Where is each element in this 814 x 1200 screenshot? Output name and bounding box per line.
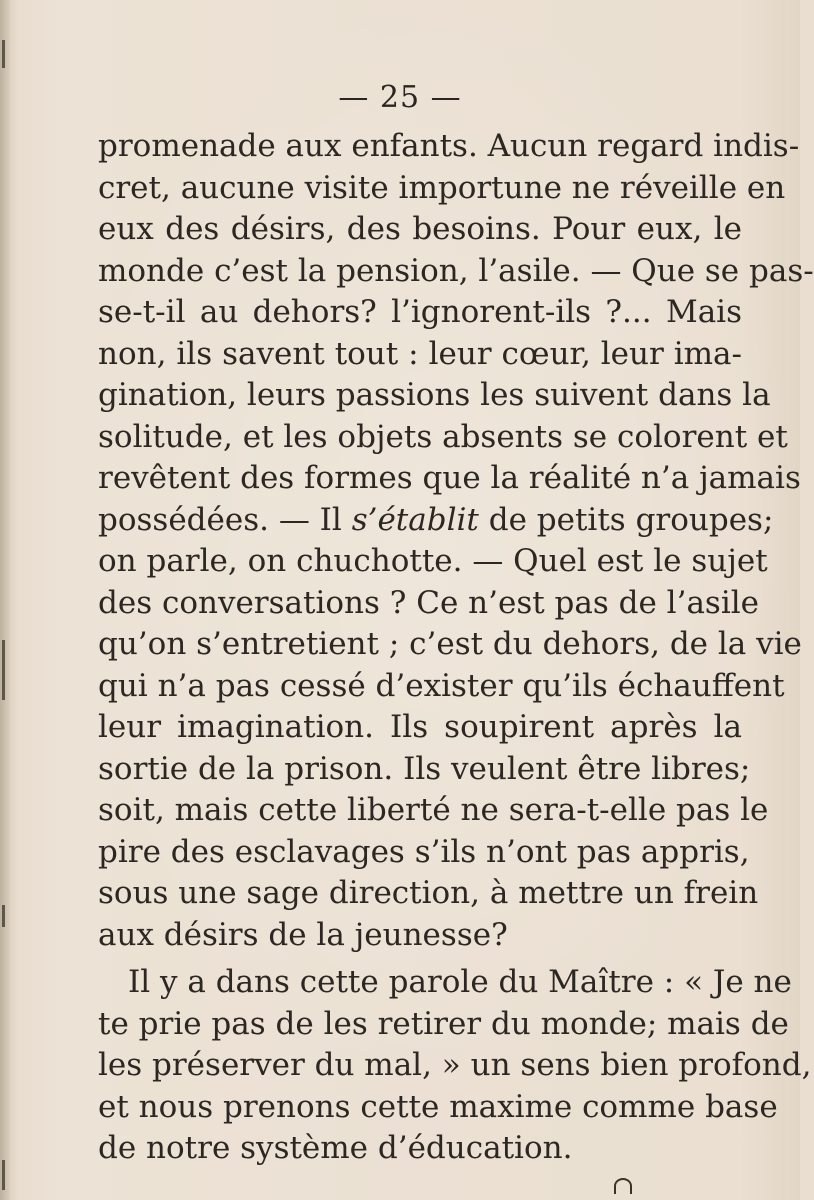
text-line: soit, mais cette liberté ne sera-t-elle pas le bbox=[98, 792, 769, 828]
text-line: aux désirs de la jeunesse? bbox=[98, 916, 508, 953]
page-number: — 25 — bbox=[338, 80, 462, 115]
text-line: promenade aux enfants. Aucun regard indis- bbox=[98, 128, 800, 164]
binding-mark bbox=[2, 905, 5, 927]
text-line: pire des esclavages s’ils n’ont pas appris, bbox=[98, 833, 750, 870]
text-line: cret, aucune visite importune ne réveille en bbox=[98, 169, 786, 206]
text-line: des conversations ? Ce n’est pas de l’asile bbox=[98, 584, 760, 621]
text-line: qui n’a pas cessé d’exister qu’ils échauffent bbox=[98, 667, 785, 704]
text-line: te prie pas de les retirer du monde; mais de bbox=[98, 1005, 789, 1042]
text-line: monde c’est la pension, l’asile. — Que se pas- bbox=[98, 252, 814, 289]
text-line: non, ils savent tout : leur cœur, leur ima- bbox=[98, 335, 742, 372]
text-line: gination, leurs passions les suivent dans la bbox=[98, 377, 771, 413]
page-edge-shadow bbox=[0, 0, 10, 1200]
text-line: de notre système d’éducation. bbox=[98, 1130, 573, 1166]
body-text bbox=[98, 126, 814, 1170]
text-line-with-italic bbox=[98, 500, 774, 542]
text-line: et nous prenons cette maxime comme base bbox=[98, 1088, 778, 1125]
binding-mark bbox=[2, 1160, 5, 1190]
text-run: possédées. — Il bbox=[98, 501, 352, 538]
text-line: revêtent des formes que la réalité n’a jamais bbox=[98, 460, 801, 496]
italic-word: s’établit bbox=[351, 501, 479, 538]
text-line: qu’on s’entretient ; c’est du dehors, de la vie bbox=[98, 626, 802, 662]
text-run: de petits groupes; bbox=[478, 501, 774, 538]
text-line: les préserver du mal, » un sens bien profond, bbox=[98, 1047, 812, 1083]
text-line: se-t-il au dehors? l’ignorent-ils ?... Mais bbox=[98, 294, 742, 330]
signature-mark bbox=[614, 1178, 632, 1194]
text-line: Il y a dans cette parole du Maître : « Je ne bbox=[128, 964, 792, 1000]
binding-mark bbox=[2, 640, 5, 700]
text-line: on parle, on chuchotte. — Quel est le sujet bbox=[98, 543, 768, 579]
text-line: eux des désirs, des besoins. Pour eux, le bbox=[98, 211, 742, 247]
binding-mark bbox=[2, 40, 5, 68]
text-line: sous une sage direction, à mettre un frein bbox=[98, 875, 759, 911]
text-line: sortie de la prison. Ils veulent être libres; bbox=[98, 750, 751, 787]
text-line: solitude, et les objets absents se colorent et bbox=[98, 418, 788, 455]
text-line: leur imagination. Ils soupirent après la bbox=[98, 709, 742, 745]
